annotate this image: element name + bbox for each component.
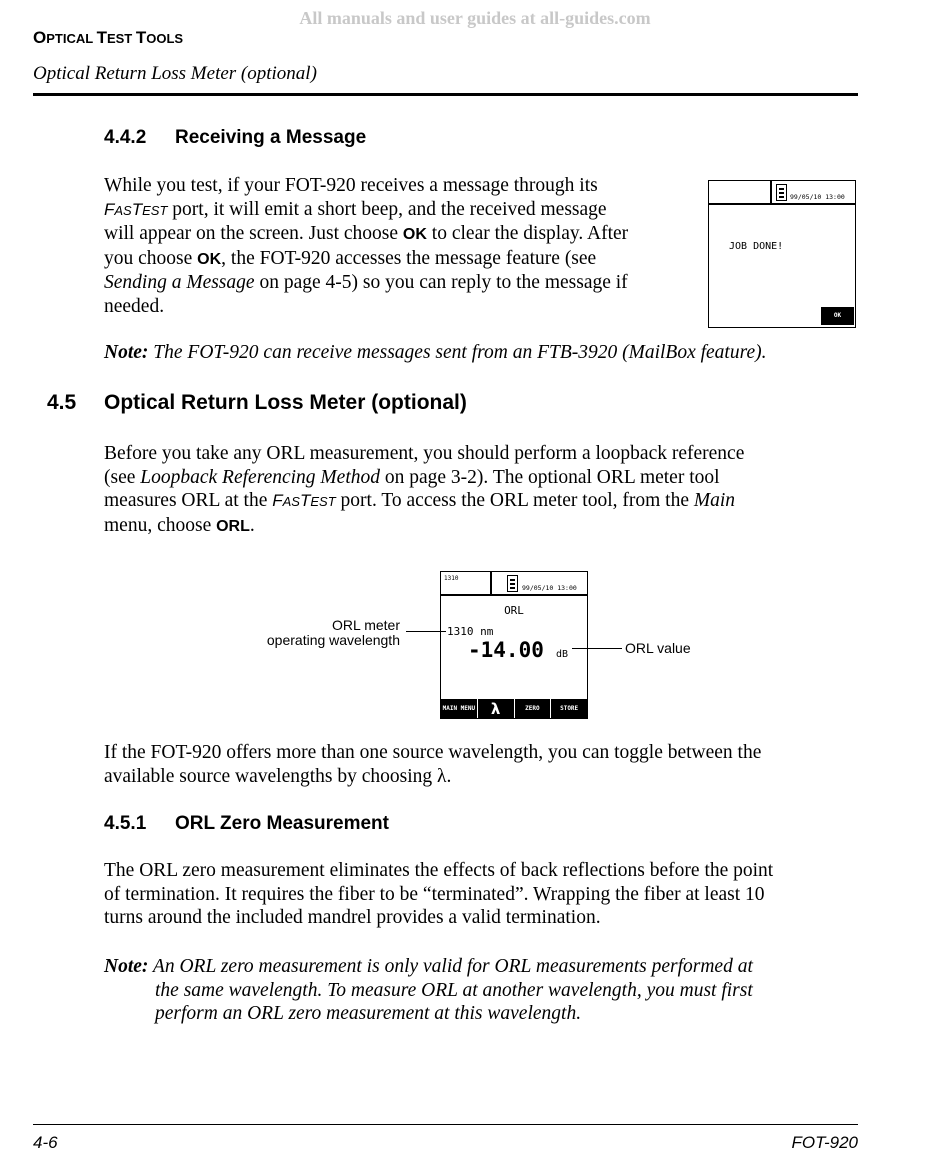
footer-model: FOT-920 <box>791 1133 858 1152</box>
paragraph-orl-intro: Before you take any ORL measurement, you should perform a loopback reference (see Loopback Referencing Method on page 3-2). The optional ORL meter tool measures ORL at the FASTEST port. To access the ORL meter tool, from the Main menu, choose ORL. <box>104 443 745 536</box>
heading-4-4-2: 4.4.2 Receiving a Message <box>104 127 367 148</box>
screen-datetime: 99/05/10 13:00 <box>522 584 577 592</box>
section-subtitle: Optical Return Loss Meter (optional) <box>33 63 317 84</box>
screen-datetime: 99/05/10 13:00 <box>790 193 845 201</box>
watermark: All manuals and user guides at all-guides.com <box>299 8 651 28</box>
battery-icon <box>507 575 518 592</box>
footer-rule <box>33 1124 858 1125</box>
heading-4-5-1: 4.5.1 ORL Zero Measurement <box>104 813 389 834</box>
orl-screen <box>440 571 588 719</box>
zero-softkey[interactable]: ZERO <box>515 699 551 718</box>
note-orl-zero: Note: An ORL zero measurement is only valid for ORL measurements performed at the same wavelength. To measure ORL at another wavelength, you must first perform an ORL zero measurement at this wavelength. <box>104 956 753 1024</box>
screen-header-rule <box>709 203 855 205</box>
main-menu-softkey[interactable]: MAIN MENU <box>441 699 477 718</box>
callout-line-right <box>572 648 622 649</box>
softkey-bar <box>441 699 587 718</box>
screen-title: ORL <box>504 604 524 617</box>
paragraph-orl-zero: The ORL zero measurement eliminates the effects of back reflections before the point of termination. It requires the fiber to be “terminated”. Wrapping the fiber at least 10 turns around the included mandrel provides a valid termination. <box>104 860 774 928</box>
screen-unit: dB <box>556 649 569 660</box>
wavelength-tag: 1310 <box>444 575 459 582</box>
callout-line-left <box>406 631 446 632</box>
screen-message: JOB DONE! <box>729 241 784 252</box>
message-screen <box>708 180 856 328</box>
screen-wavelength: 1310 nm <box>447 625 494 638</box>
screen-orl-value: -14.00 <box>468 638 544 662</box>
note-mailbox: Note: The FOT-920 can receive messages sent from an FTB-3920 (MailBox feature). <box>104 342 767 363</box>
battery-icon <box>776 184 787 201</box>
ok-softkey[interactable]: OK <box>821 307 854 325</box>
chapter-title: OPTICAL TEST TOOLS <box>33 28 184 47</box>
screen-divider <box>770 181 772 203</box>
paragraph-toggle-wavelength: If the FOT-920 offers more than one source wavelength, you can toggle between the available source wavelengths by choosing λ. <box>104 742 762 787</box>
callout-orl-value: ORL value <box>625 640 691 656</box>
paragraph-receiving-message: While you test, if your FOT-920 receives a message through its FASTEST port, it will emit a short beep, and the received message will appear on the screen. Just choose OK to clear the display. After you choose OK, the FOT-920 accesses the message feature (see Sending a Message on page 4-5) so you can reply to the message if needed. <box>104 175 629 317</box>
screen-divider <box>490 572 492 594</box>
screen-header-rule <box>441 594 587 596</box>
lambda-softkey[interactable]: λ <box>478 699 514 718</box>
heading-4-5: 4.5 Optical Return Loss Meter (optional) <box>47 391 467 414</box>
store-softkey[interactable]: STORE <box>551 699 587 718</box>
callout-orl-meter: ORL meter operating wavelength <box>266 617 400 648</box>
header-rule <box>33 93 858 96</box>
footer-page-number: 4-6 <box>33 1133 58 1152</box>
